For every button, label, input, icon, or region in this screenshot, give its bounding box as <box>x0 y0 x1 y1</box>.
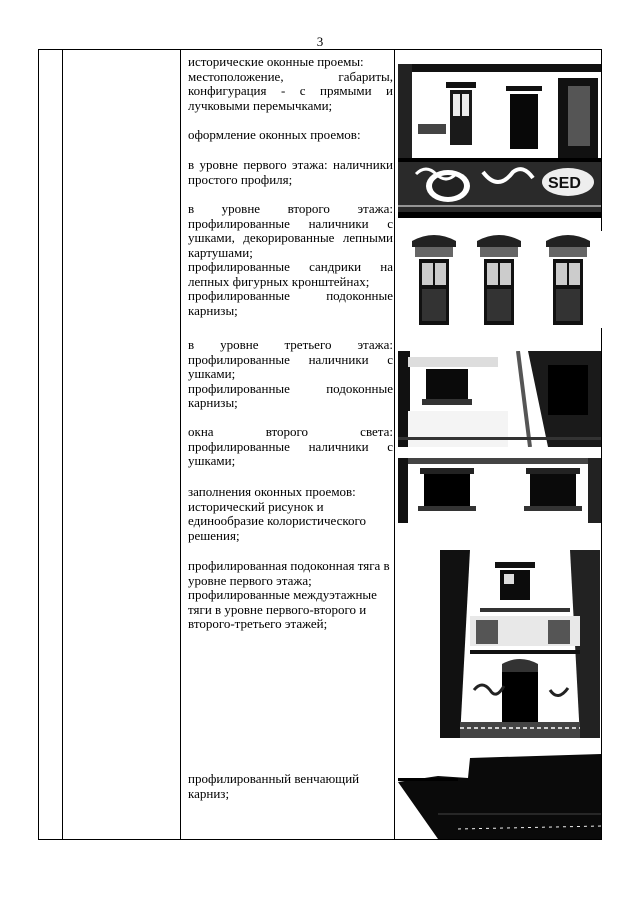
text-line: второго-третьего этажей; <box>188 616 328 631</box>
text-line: карнизы; <box>188 395 238 410</box>
text-line: картушами; <box>188 244 253 260</box>
text-line: уровне первого этажа; <box>188 572 312 588</box>
text-line: лучковыми перемычками; <box>188 97 333 113</box>
paragraph-historic-window-openings <box>188 55 393 113</box>
text-line: ушками; <box>188 366 236 381</box>
photo-facade-vertical-view <box>440 550 600 738</box>
text-line: профилированные наличники с <box>188 351 393 367</box>
paragraph-crowning-cornice <box>188 772 393 801</box>
text-line: ушками; <box>188 453 236 468</box>
text-line: профилированная подоконная тяга в <box>188 558 390 573</box>
text-line: лепных фигурных кронштейнах; <box>188 273 370 289</box>
svg-text:SED: SED <box>548 175 581 192</box>
photo-three-windows-with-pediments <box>405 231 602 328</box>
text-line: решения; <box>188 527 240 543</box>
text-line: тяги в уровне первого-второго и <box>188 601 367 617</box>
text-line: в уровне первого этажа: наличники <box>188 157 393 172</box>
table-column-divider <box>394 50 395 839</box>
paragraph-profiled-belts <box>188 559 393 632</box>
paragraph-first-floor <box>188 158 393 187</box>
text-line: профилированные подоконные <box>188 380 393 396</box>
text-line: окна второго света: <box>188 424 393 439</box>
photo-crowning-cornice <box>398 754 601 839</box>
photo-second-light-windows <box>398 458 601 523</box>
text-line: простого профиля; <box>188 171 293 187</box>
text-line: профилированные подоконные <box>188 288 393 303</box>
text-line: в уровне второго этажа: <box>188 201 393 216</box>
text-line: ушками, декорированные лепными <box>188 230 393 245</box>
text-line: исторический рисунок и <box>188 498 324 514</box>
page-number: 3 <box>316 34 324 49</box>
table-column-divider <box>62 50 63 839</box>
text-line: оформление оконных проемов: <box>188 127 361 142</box>
text-line: карниз; <box>188 785 230 801</box>
paragraph-second-floor <box>188 202 393 318</box>
text-line: профилированные междуэтажные <box>188 587 377 602</box>
text-line: конфигурация - с прямыми и <box>188 83 393 98</box>
paragraph-third-floor <box>188 338 393 411</box>
text-line: профилированный венчающий <box>188 771 360 786</box>
text-line: исторические оконные проемы: <box>188 54 364 69</box>
text-line: местоположение, габариты, <box>188 68 393 84</box>
description-column <box>188 50 393 839</box>
table-column-divider <box>180 50 181 839</box>
paragraph-second-light-windows <box>188 425 393 469</box>
document-table <box>38 49 602 840</box>
text-line: профилированные наличники с <box>188 438 393 454</box>
text-line: в уровне третьего этажа: <box>188 337 393 352</box>
text-line: заполнения оконных проемов: <box>188 484 356 499</box>
text-line: профилированные сандрики на <box>188 259 393 274</box>
paragraph-window-decoration <box>188 128 393 143</box>
photo-third-floor-windows <box>398 351 601 447</box>
text-line: профилированные наличники с <box>188 215 393 231</box>
text-line: единообразие колористического <box>188 513 367 528</box>
photo-facade-first-second-floor <box>398 64 601 218</box>
text-line: карнизы; <box>188 302 238 318</box>
paragraph-window-fillings <box>188 485 393 543</box>
